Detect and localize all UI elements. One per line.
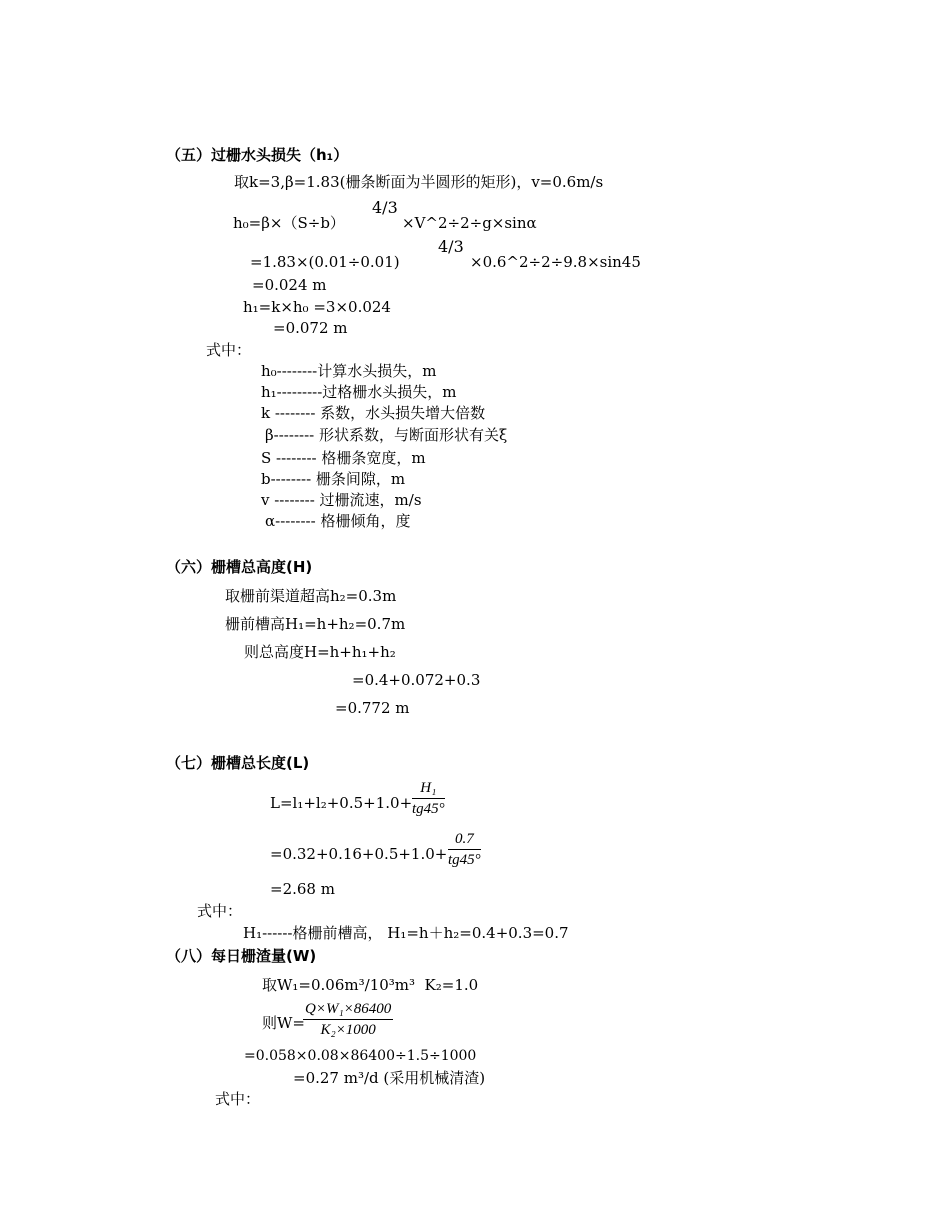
s6-line5: =0.772 m [335, 699, 410, 717]
section-7-heading: （七）栅槽总长度(L) [166, 754, 310, 772]
s5-formula-b-tail: ×0.6^2÷2÷9.8×sin45 [470, 253, 641, 271]
s5-formula-a-tail: ×V^2÷2÷g×sinα [402, 214, 537, 232]
s5-def: k -------- 系数，水头损失增大倍数 [261, 404, 486, 422]
s5-formula-a: h₀=β×（S÷b） [233, 214, 345, 232]
s5-def: S -------- 格栅条宽度，m [261, 449, 426, 467]
s5-exp-b: 4/3 [438, 237, 464, 256]
s8-eq-left: 则W= [262, 1014, 305, 1032]
s5-def: h₁---------过格栅水头损失，m [261, 383, 457, 401]
s8-line3: =0.058×0.08×86400÷1.5÷1000 [244, 1048, 477, 1064]
section-5-heading: （五）过栅水头损失（h₁） [166, 146, 349, 164]
s7-eq2-left: =0.32+0.16+0.5+1.0+ [270, 845, 448, 863]
s8-eq-numerator: Q×W₁×86400 [303, 1001, 393, 1020]
s5-def: h₀--------计算水头损失，m [261, 362, 437, 380]
s5-where: 式中： [206, 341, 252, 359]
s6-line3: 则总高度H=h+h₁+h₂ [244, 643, 396, 661]
s5-h1-eq: h₁=k×h₀ =3×0.024 [243, 298, 391, 316]
s5-formula-b: =1.83×(0.01÷0.01) [250, 253, 400, 271]
s6-line2: 栅前槽高H₁=h+h₂=0.7m [225, 615, 406, 633]
s8-where: 式中： [215, 1090, 261, 1108]
s7-where: 式中： [197, 902, 243, 920]
s7-eq1-fraction [412, 780, 445, 818]
s5-result2: =0.072 m [273, 319, 348, 337]
s5-exp-a: 4/3 [372, 198, 398, 217]
s6-line4: =0.4+0.072+0.3 [352, 671, 481, 689]
s8-eq-fraction [303, 1001, 393, 1039]
s5-def: b-------- 栅条间隙，m [261, 470, 406, 488]
s5-def: α-------- 格栅倾角，度 [265, 512, 411, 530]
s7-eq2-denominator: tg45° [448, 852, 481, 868]
section-8-heading: （八）每日栅渣量(W) [166, 947, 317, 965]
s5-line1: 取k=3,β=1.83(栅条断面为半圆形的矩形)，v=0.6m/s [234, 173, 604, 191]
s7-eq2-fraction [448, 831, 481, 869]
s5-result1: =0.024 m [252, 276, 327, 294]
s5-def: v -------- 过栅流速，m/s [261, 491, 422, 509]
s6-line1: 取栅前渠道超高h₂=0.3m [225, 587, 397, 605]
s7-eq2-numerator: 0.7 [448, 831, 481, 850]
s7-eq1-numerator: H₁ [412, 780, 445, 799]
s7-result: =2.68 m [270, 880, 335, 898]
s8-eq-denominator: K₂×1000 [320, 1022, 376, 1038]
s8-line4: =0.27 m³/d (采用机械清渣) [293, 1069, 486, 1087]
s5-def: β-------- 形状系数，与断面形状有关ξ [265, 426, 508, 444]
s7-eq1-denominator: tg45° [412, 801, 445, 817]
s7-eq1-left: L=l₁+l₂+0.5+1.0+ [270, 794, 413, 812]
s7-def: H₁------格栅前槽高， H₁=h＋h₂=0.4+0.3=0.7 [243, 924, 569, 942]
s8-line1: 取W₁=0.06m³/10³m³ K₂=1.0 [262, 976, 479, 994]
section-6-heading: （六）栅槽总高度(H) [166, 558, 313, 576]
